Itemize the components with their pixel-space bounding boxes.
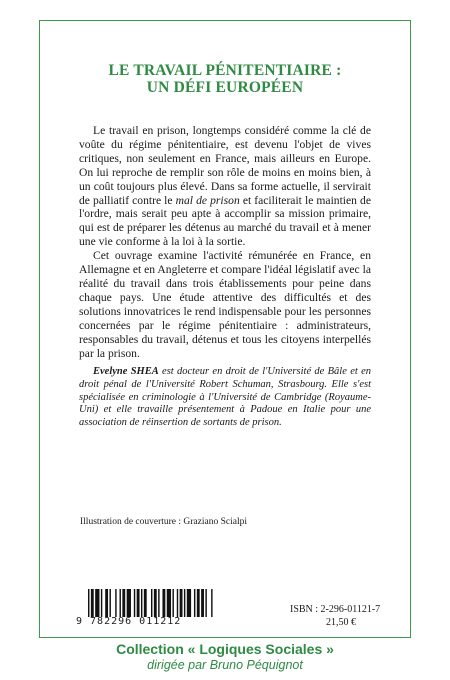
barcode-bar-19 [172,589,173,617]
illustration-credit: Illustration de couverture : Graziano Scialpi [80,517,247,527]
isbn-block [290,603,410,629]
barcode-bar-14 [151,589,152,617]
blurb-p1-emphasis: mal de prison [175,193,240,207]
author-name: Evelyne SHEA [93,366,159,377]
barcode-bar-5 [109,589,110,617]
barcode-bar-22 [184,589,185,617]
barcode-bar-7 [120,589,121,617]
blurb-p1-end: et faciliterait le maintien de l'ordre, mais serait peu apte à accomplir sa mission primaire, qui est de préparer les détenus au marché du travail et à mener une vie conforme à la loi à la sortie. [79,193,371,249]
barcode-bar-8 [122,589,125,617]
barcode-bar-16 [158,589,159,617]
barcode-bar-21 [180,589,183,617]
barcode-bar-2 [95,589,99,617]
barcode-bar-1 [91,589,94,617]
book-title-line2: UN DÉFI EUROPÉEN [146,79,304,96]
barcode-bar-4 [105,589,108,617]
price: 21,50 € [326,617,356,628]
barcode-bar-0 [88,589,89,617]
book-title [39,62,411,96]
collection-director: dirigée par Bruno Péquignot [147,658,303,672]
barcode-bar-26 [201,589,204,617]
barcode-bar-10 [134,589,135,617]
barcode-bar-24 [194,589,195,617]
barcode-digits: 9 782296 011212 [76,616,182,627]
barcode-bar-3 [101,589,102,617]
barcode-bar-27 [205,589,206,617]
blurb-paragraph-2: Cet ouvrage examine l'activité rémunérée en France, en Allemagne et en Angleterre et compare l'idéal législatif avec la réalité du travail dans trois établissements pour peine dans chaque pays. Une étude attentive des difficultés et des solutions innovatrices le rend indispensable pour les personnes concernées par le régime pénitentiaire : administrateurs, responsables du travail, détenus et tous les citoyens interpellés par la prison. [79,249,371,360]
barcode-bar-13 [144,589,147,617]
barcode-bar-9 [127,589,131,617]
barcode-bar-18 [167,589,171,617]
author-bio [79,366,371,430]
barcode-bar-6 [115,589,116,617]
barcode-bar-11 [137,589,140,617]
barcode-bar-12 [141,589,142,617]
barcode-bar-20 [177,589,178,617]
barcode-bar-23 [187,589,191,617]
blurb [79,124,371,360]
barcode-bar-17 [162,589,165,617]
barcode-bar-28 [211,589,212,617]
barcode [76,589,216,627]
book-title-line1: LE TRAVAIL PÉNITENTIAIRE : [108,62,342,79]
author-bio-paragraph [79,366,371,430]
barcode-bar-15 [154,589,157,617]
blurb-paragraph-1 [79,124,371,249]
barcode-bars [88,589,214,617]
collection-name: Collection « Logiques Sociales » [116,641,334,657]
author-bio-text: est docteur en droit de l'Université de Bâle et en droit pénal de l'Université Robert Schuman, Strasbourg. Elle s'est spécialisée en criminologie à l'Université de Cambridge (Royaume-Uni) et elle travaille présentement à Padoue en Italie pour une association de réinsertion de sortants de prison. [79,366,371,429]
blurb-p1-start: Le travail en prison, longtemps considéré comme la clé de voûte du régime pénitentiaire, est devenu l'objet de vives critiques, non seulement en France, mais ailleurs en Europe. On lui reproche de remplir son rôle de moins en moins bien, à un coût toujours plus élevé. Dans sa forme actuelle, il servirait de palliatif contre le [79,124,371,207]
barcode-bar-25 [197,589,200,617]
isbn-number: ISBN : 2-296-01121-7 [290,604,381,615]
